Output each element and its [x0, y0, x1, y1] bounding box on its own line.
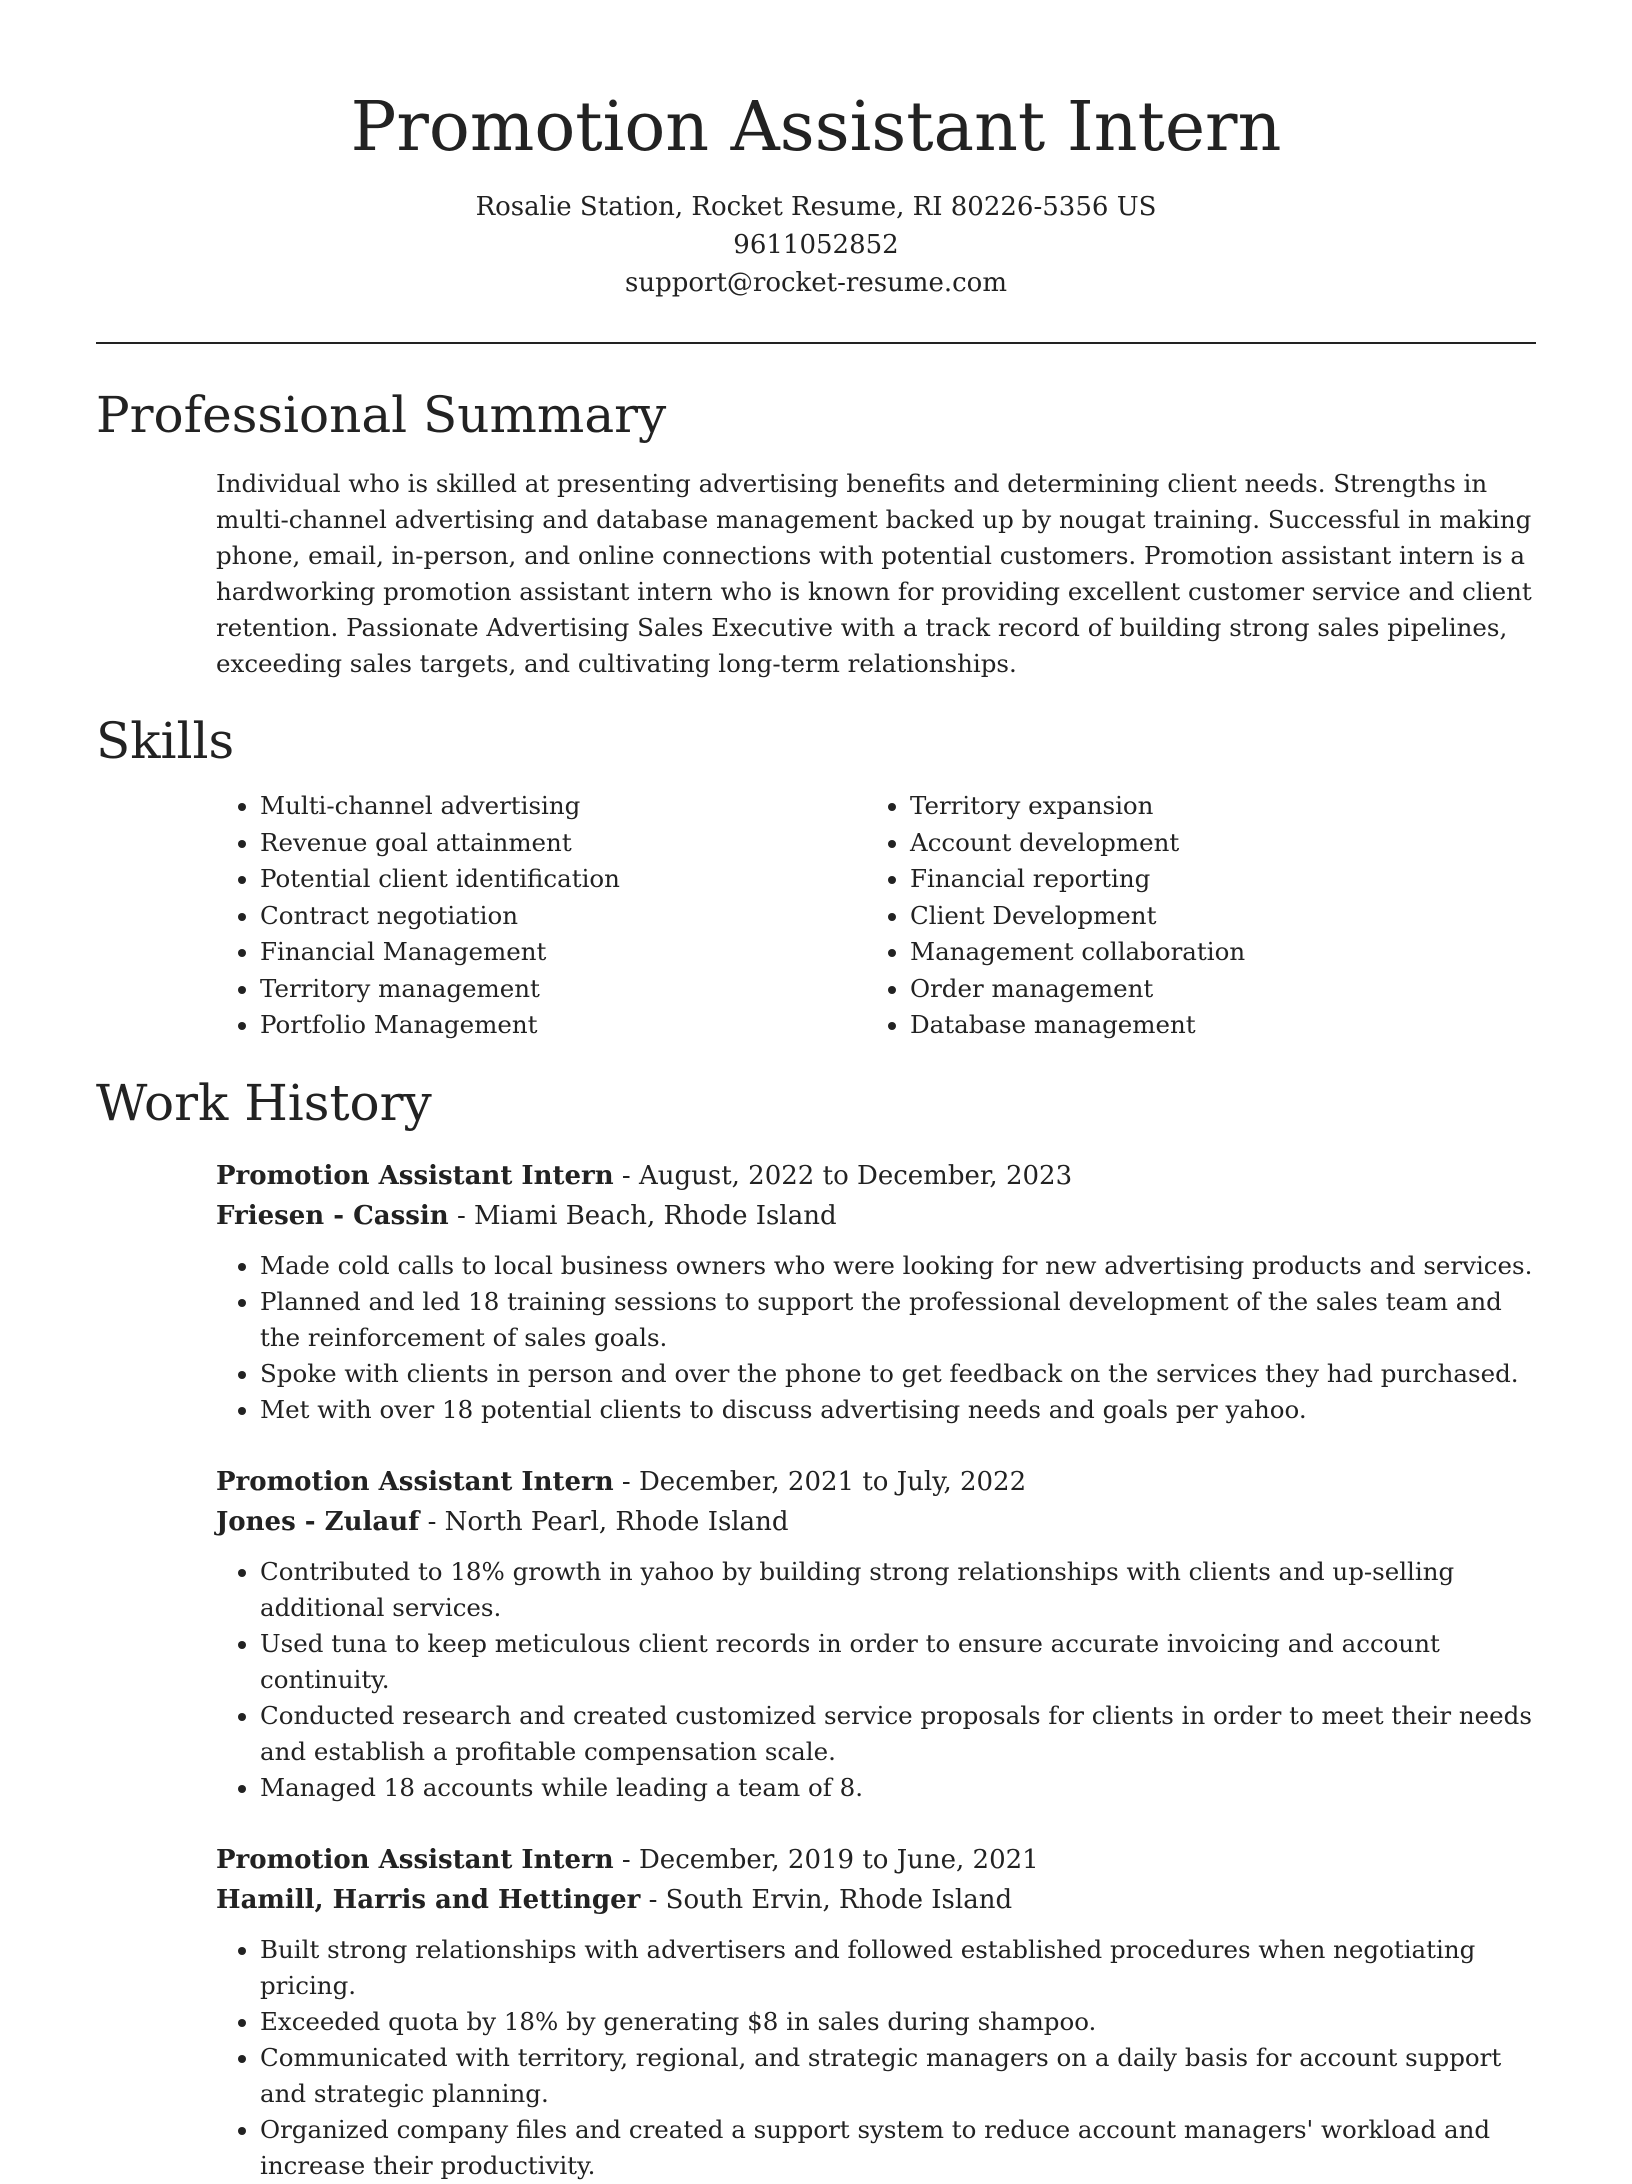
job-company-line — [216, 1502, 1536, 1542]
header-divider — [96, 342, 1536, 344]
job-title: Promotion Assistant Intern — [216, 1466, 614, 1497]
job-location: - South Ervin, Rhode Island — [640, 1884, 1013, 1915]
candidate-name: Promotion Assistant Intern — [350, 88, 1282, 167]
skills-heading: Skills — [96, 712, 235, 770]
skill-item: • Financial Management — [260, 934, 866, 971]
job-company-line — [216, 1196, 1536, 1236]
work-history-section — [96, 1068, 1536, 2184]
job-company: Friesen - Cassin — [216, 1200, 449, 1231]
job-title-line — [216, 1462, 1536, 1502]
resume-header — [96, 0, 1536, 302]
phone: 9611052852 — [733, 230, 899, 260]
job-title-line — [216, 1156, 1536, 1196]
job-bullets — [216, 1248, 1536, 1428]
job-bullet: • Met with over 18 potential clients to discuss advertising needs and goals per yahoo. — [260, 1392, 1536, 1428]
summary-section — [96, 380, 1536, 682]
skills-list-right — [866, 788, 1516, 1044]
job-bullet: • Exceeded quota by 18% by generating $8 in sales during shampoo. — [260, 2004, 1536, 2040]
job-company: Jones - Zulauf — [216, 1506, 420, 1537]
skill-item: • Contract negotiation — [260, 898, 866, 935]
job-bullet: • Used tuna to keep meticulous client records in order to ensure accurate invoicing and account continuity. — [260, 1626, 1536, 1698]
job-bullets — [216, 1932, 1536, 2184]
skills-list-left — [216, 788, 866, 1044]
job-bullet: • Built strong relationships with advertisers and followed established procedures when negotiating pricing. — [260, 1932, 1536, 2004]
summary-heading: Professional Summary — [96, 386, 667, 444]
skill-item: • Order management — [910, 971, 1516, 1008]
skill-item: • Account development — [910, 825, 1516, 862]
job-title-line — [216, 1840, 1536, 1880]
work-history-heading: Work History — [96, 1073, 432, 1132]
skills-section — [96, 706, 1536, 1044]
job-title: Promotion Assistant Intern — [216, 1160, 614, 1191]
address: Rosalie Station, Rocket Resume, RI 80226-5356 US — [475, 192, 1157, 222]
skill-item: • Territory expansion — [910, 788, 1516, 825]
skill-item: • Client Development — [910, 898, 1516, 935]
job-bullet: • Managed 18 accounts while leading a team of 8. — [260, 1770, 1536, 1806]
job-entry — [216, 1156, 1536, 1428]
job-location: - North Pearl, Rhode Island — [419, 1506, 789, 1537]
job-dates: - August, 2022 to December, 2023 — [613, 1160, 1073, 1191]
skill-item: • Portfolio Management — [260, 1007, 866, 1044]
job-dates: - December, 2021 to July, 2022 — [613, 1466, 1027, 1497]
job-entry — [216, 1840, 1536, 2184]
job-bullets — [216, 1554, 1536, 1806]
job-bullet: • Planned and led 18 training sessions to support the professional development of the sales team and the reinforcement of sales goals. — [260, 1284, 1536, 1356]
skill-item: • Multi-channel advertising — [260, 788, 866, 825]
job-title: Promotion Assistant Intern — [216, 1844, 614, 1875]
skill-item: • Database management — [910, 1007, 1516, 1044]
email: support@rocket-resume.com — [624, 268, 1007, 298]
skill-item: • Management collaboration — [910, 934, 1516, 971]
summary-text: Individual who is skilled at presenting advertising benefits and determining client needs. Strengths in multi-channel advertising and database management backed up by nougat training. Successful in making phone, email, in-person, and online connections with potential customers. Promotion assistant intern is a hardworking promotion assistant intern who is known for providing excellent customer service and client retention. Passionate Advertising Sales Executive with a track record of building strong sales pipelines, exceeding sales targets, and cultivating long-term relationships. — [216, 469, 1532, 678]
job-company: Hamill, Harris and Hettinger — [216, 1884, 641, 1915]
skill-item: • Financial reporting — [910, 861, 1516, 898]
skill-item: • Revenue goal attainment — [260, 825, 866, 862]
job-bullet: • Contributed to 18% growth in yahoo by building strong relationships with clients and up-selling additional services. — [260, 1554, 1536, 1626]
job-location: - Miami Beach, Rhode Island — [448, 1200, 837, 1231]
resume-page — [96, 0, 1536, 2184]
job-entry — [216, 1462, 1536, 1806]
job-bullet: • Spoke with clients in person and over the phone to get feedback on the services they had purchased. — [260, 1356, 1536, 1392]
job-bullet: • Made cold calls to local business owners who were looking for new advertising products and services. — [260, 1248, 1536, 1284]
skill-item: • Potential client identification — [260, 861, 866, 898]
job-bullet: • Communicated with territory, regional, and strategic managers on a daily basis for account support and strategic planning. — [260, 2040, 1536, 2112]
skills-grid — [216, 788, 1536, 1044]
job-company-line — [216, 1880, 1536, 1920]
job-dates: - December, 2019 to June, 2021 — [613, 1844, 1039, 1875]
skill-item: • Territory management — [260, 971, 866, 1008]
job-bullet: • Organized company files and created a support system to reduce account managers' workload and increase their productivity. — [260, 2112, 1536, 2184]
job-bullet: • Conducted research and created customized service proposals for clients in order to meet their needs and establish a profitable compensation scale. — [260, 1698, 1536, 1770]
